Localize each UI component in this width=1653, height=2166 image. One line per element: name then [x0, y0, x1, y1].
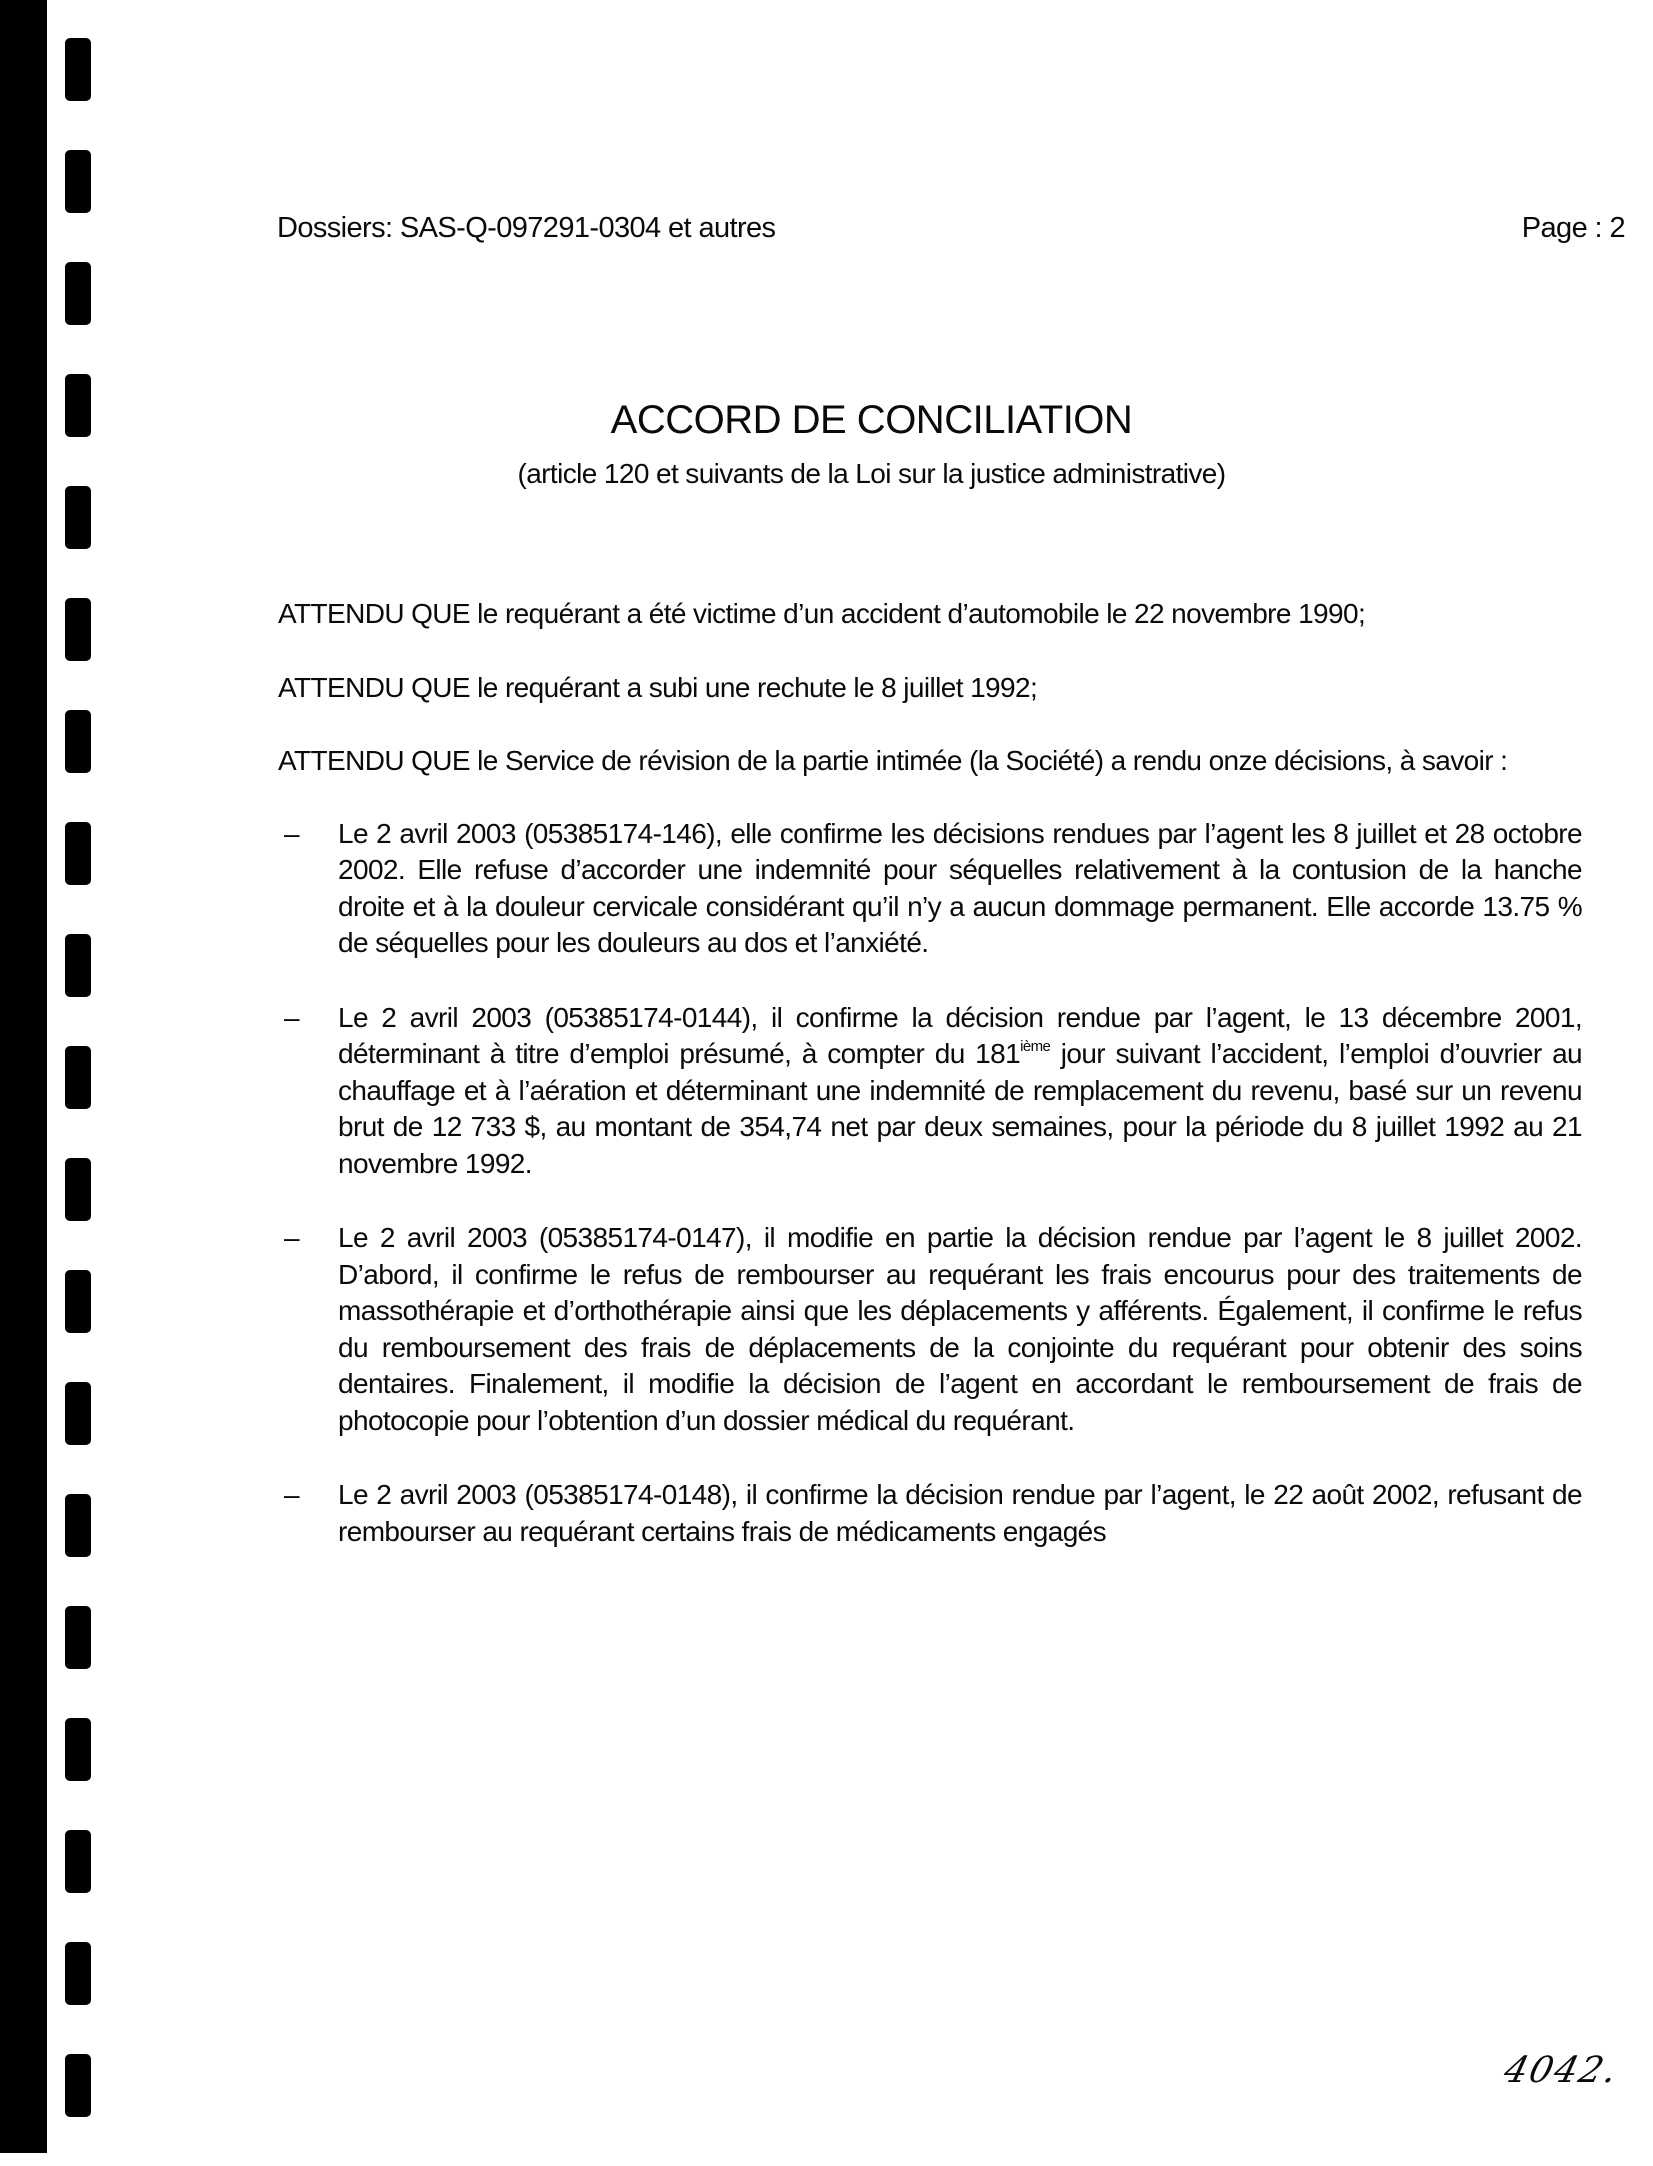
- page-number: Page : 2: [1521, 212, 1625, 244]
- decision-text: Le 2 avril 2003 (05385174-0148), il confirme la décision rendue par l’agent, le 22 août 2002, refusant de rembourser au requérant certains frais de médicaments engagés: [338, 1479, 1582, 1547]
- punch-hole-mark: [65, 1382, 91, 1445]
- punch-hole-mark: [65, 1158, 91, 1221]
- punch-hole-mark: [65, 1606, 91, 1669]
- decision-item: [278, 1220, 1582, 1439]
- decision-text: Le 2 avril 2003 (05385174-146), elle confirme les décisions rendues par l’agent les 8 juillet et 28 octobre 2002. Elle refuse d’accorder une indemnité pour séquelles relativement à la contusion de la hanche droite et à la douleur cervicale considérant qu’il n’y a aucun dommage permanent. Elle accorde 13.75 % de séquelles pour les douleurs au dos et l’anxiété.: [338, 817, 1582, 958]
- document-subtitle: (article 120 et suivants de la Loi sur la justice administrative): [517, 458, 1226, 489]
- punch-hole-mark: [65, 38, 91, 101]
- dossier-reference: Dossiers: SAS-Q-097291-0304 et autres: [277, 212, 776, 244]
- bullet-dash-icon: –: [284, 817, 299, 849]
- punch-hole-mark: [65, 262, 91, 325]
- decision-text: Le 2 avril 2003 (05385174-0147), il modifie en partie la décision rendue par l’agent le 8 juillet 2002. D’abord, il confirme le refus de rembourser au requérant les frais encourus pour des traitements de massothérapie et d’orthothérapie ainsi que les déplacements y afférents. Également, il confirme le refus du remboursement des frais de déplacements de la conjointe du requérant pour obtenir des soins dentaires. Finalement, il modifie la décision de l’agent en accordant le remboursement de frais de photocopie pour l’obtention d’un dossier médical du requérant.: [338, 1222, 1582, 1436]
- decision-item: [278, 1000, 1582, 1183]
- punch-hole-mark: [65, 710, 91, 773]
- punch-hole-mark: [65, 598, 91, 661]
- bullet-dash-icon: –: [284, 1222, 299, 1253]
- document-body: [278, 596, 1582, 1587]
- punch-hole-mark: [65, 1830, 91, 1893]
- punch-hole-mark: [65, 150, 91, 213]
- ordinal-superscript: ième: [1020, 1038, 1051, 1055]
- whereas-accident: ATTENDU QUE le requérant a été victime d’un accident d’automobile le 22 novembre 1990;: [278, 598, 1366, 629]
- punch-hole-mark: [65, 822, 91, 885]
- decision-text-continued: jour suivant l’accident, l’emploi d’ouvrier au chauffage et à l’aération et déterminant une indemnité de remplacement du revenu, basé sur un revenu brut de 12 733 $, au montant de 354,74 net par deux semaines, pour la période du 8 juillet 1992 au 21 novembre 1992.: [338, 1038, 1583, 1179]
- punch-hole-mark: [65, 1942, 91, 2005]
- punch-hole-marks: [65, 38, 91, 2166]
- decision-text: Le 2 avril 2003 (05385174-0144), il confirme la décision rendue par l’agent, le 13 décembre 2001, déterminant à titre d’emploi présumé, à compter du 181: [338, 1001, 1582, 1069]
- bullet-dash-icon: –: [284, 1001, 299, 1033]
- punch-hole-mark: [65, 1270, 91, 1333]
- decision-item: [278, 1477, 1582, 1550]
- punch-hole-mark: [65, 486, 91, 549]
- punch-hole-mark: [65, 2054, 91, 2117]
- scan-border: [0, 0, 47, 2153]
- whereas-decisions: ATTENDU QUE le Service de révision de la partie intimée (la Société) a rendu onze décisions, à savoir :: [278, 745, 1508, 776]
- punch-hole-mark: [65, 1046, 91, 1109]
- punch-hole-mark: [65, 1718, 91, 1781]
- whereas-relapse: ATTENDU QUE le requérant a subi une rechute le 8 juillet 1992;: [278, 671, 1038, 703]
- decision-item: [278, 816, 1582, 962]
- bullet-dash-icon: –: [284, 1479, 299, 1510]
- punch-hole-mark: [65, 934, 91, 997]
- punch-hole-mark: [65, 1494, 91, 1557]
- document-title: ACCORD DE CONCILIATION: [610, 398, 1133, 442]
- handwritten-page-annotation: 4042.: [1499, 2050, 1624, 2091]
